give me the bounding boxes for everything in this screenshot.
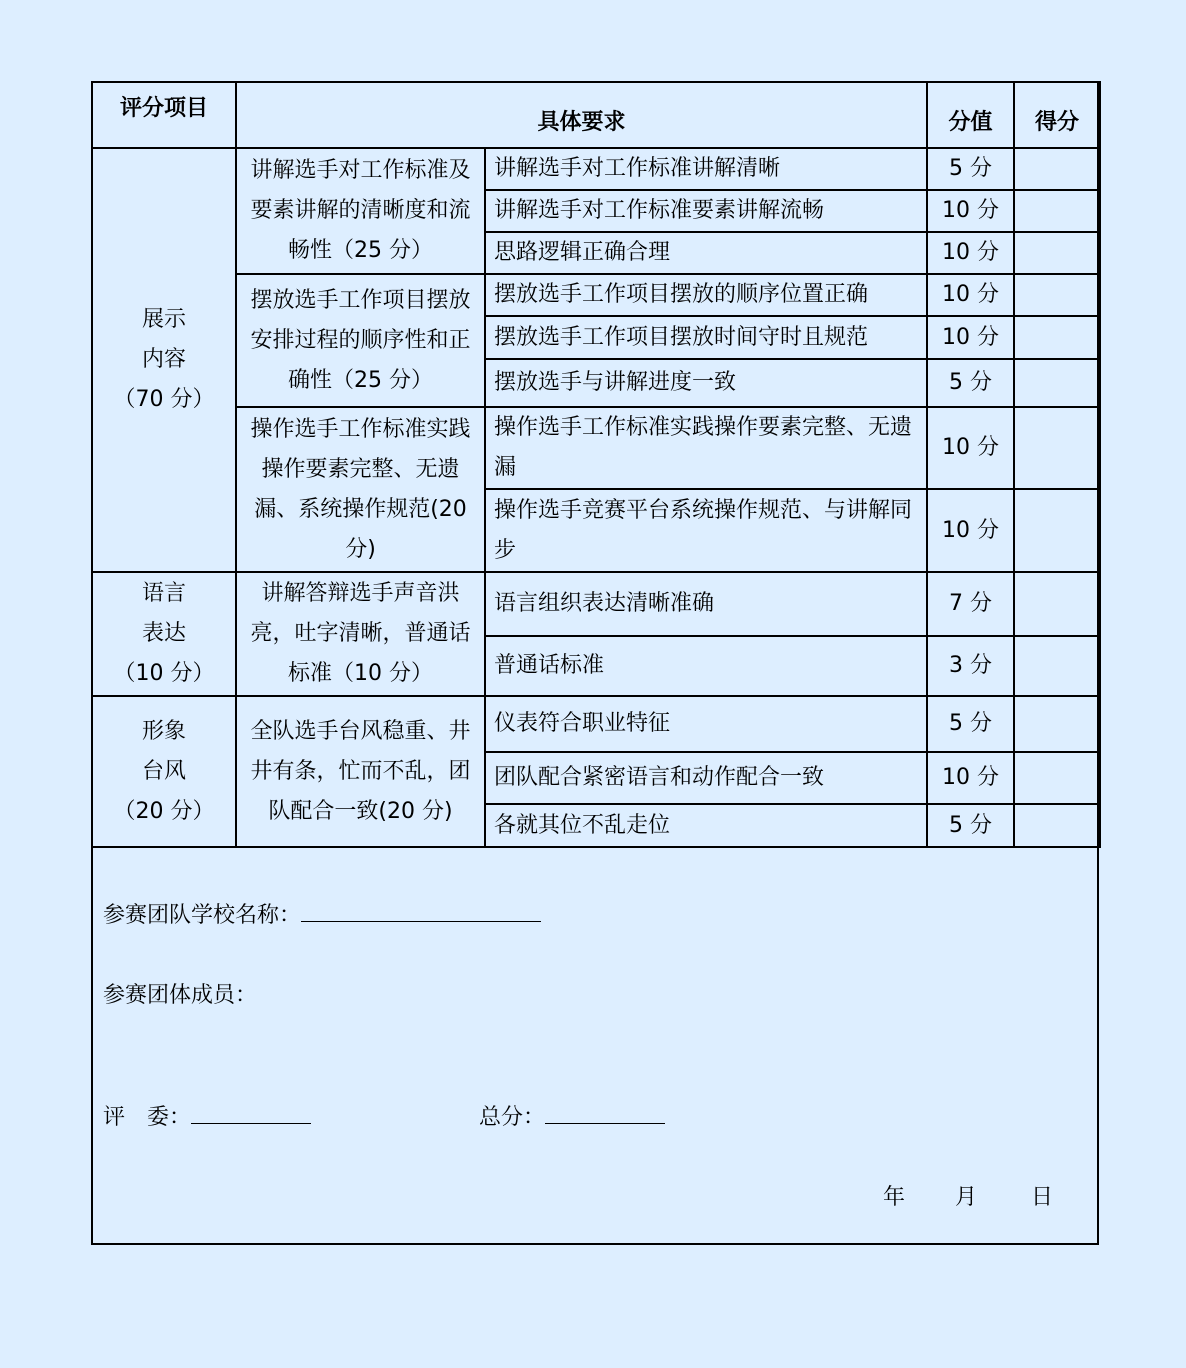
points-cell: 5 分 xyxy=(927,148,1014,190)
requirement-cell: 仪表符合职业特征 xyxy=(485,696,927,752)
requirement-cell: 语言组织表达清晰准确 xyxy=(485,572,927,636)
points-cell: 5 分 xyxy=(927,696,1014,752)
header-points: 分值 xyxy=(927,82,1014,148)
points-cell: 5 分 xyxy=(927,804,1014,847)
header-score: 得分 xyxy=(1014,82,1100,148)
scoring-sheet xyxy=(91,81,1099,1245)
requirement-cell: 摆放选手工作项目摆放的顺序位置正确 xyxy=(485,274,927,316)
points-cell: 10 分 xyxy=(927,489,1014,572)
date-day: 日 xyxy=(1031,1185,1054,1210)
points-cell: 7 分 xyxy=(927,572,1014,636)
points-cell: 3 分 xyxy=(927,636,1014,696)
score-cell[interactable] xyxy=(1014,407,1100,489)
score-cell[interactable] xyxy=(1014,148,1100,190)
school-name-field[interactable] xyxy=(301,901,541,922)
points-cell: 5 分 xyxy=(927,359,1014,407)
total-label: 总分： xyxy=(479,1105,546,1130)
table-row xyxy=(92,696,1100,752)
requirement-cell: 操作选手工作标准实践操作要素完整、无遗漏 xyxy=(485,407,927,489)
requirement-cell: 讲解选手对工作标准要素讲解流畅 xyxy=(485,190,927,232)
score-cell[interactable] xyxy=(1014,190,1100,232)
table-row xyxy=(92,572,1100,636)
score-cell[interactable] xyxy=(1014,232,1100,274)
score-cell[interactable] xyxy=(1014,489,1100,572)
score-cell[interactable] xyxy=(1014,696,1100,752)
header-requirement: 具体要求 xyxy=(236,82,927,148)
requirement-cell: 摆放选手工作项目摆放时间守时且规范 xyxy=(485,316,927,359)
total-field[interactable] xyxy=(545,1103,665,1124)
total-line xyxy=(479,1100,665,1131)
sub-item: 讲解选手对工作标准及要素讲解的清晰度和流畅性（25 分） xyxy=(236,148,485,274)
requirement-cell: 操作选手竞赛平台系统操作规范、与讲解同步 xyxy=(485,489,927,572)
points-cell: 10 分 xyxy=(927,407,1014,489)
members-label: 参赛团体成员： xyxy=(103,983,258,1008)
requirement-cell: 各就其位不乱走位 xyxy=(485,804,927,847)
score-cell[interactable] xyxy=(1014,752,1100,804)
school-name-line xyxy=(103,898,541,929)
sub-item: 操作选手工作标准实践操作要素完整、无遗漏、系统操作规范(20 分) xyxy=(236,407,485,572)
judge-field[interactable] xyxy=(191,1103,311,1124)
score-cell[interactable] xyxy=(1014,572,1100,636)
category-image-style: 形象 台风 （20 分） xyxy=(92,696,236,847)
requirement-cell: 讲解选手对工作标准讲解清晰 xyxy=(485,148,927,190)
requirement-cell: 普通话标准 xyxy=(485,636,927,696)
score-cell[interactable] xyxy=(1014,636,1100,696)
sub-item: 摆放选手工作项目摆放安排过程的顺序性和正确性（25 分） xyxy=(236,274,485,407)
table-row xyxy=(92,407,1100,489)
points-cell: 10 分 xyxy=(927,316,1014,359)
points-cell: 10 分 xyxy=(927,190,1014,232)
table-row xyxy=(92,274,1100,316)
school-name-label: 参赛团队学校名称： xyxy=(103,903,302,928)
sub-item: 全队选手台风稳重、井井有条，忙而不乱，团队配合一致(20 分) xyxy=(236,696,485,847)
date-month: 月 xyxy=(955,1185,978,1210)
points-cell: 10 分 xyxy=(927,752,1014,804)
points-cell: 10 分 xyxy=(927,274,1014,316)
requirement-cell: 团队配合紧密语言和动作配合一致 xyxy=(485,752,927,804)
category-display-content: 展示 内容 （70 分） xyxy=(92,148,236,572)
requirement-cell: 思路逻辑正确合理 xyxy=(485,232,927,274)
scoring-table xyxy=(91,81,1101,848)
judge-label: 评 委： xyxy=(103,1105,192,1130)
score-cell[interactable] xyxy=(1014,316,1100,359)
category-language: 语言 表达 （10 分） xyxy=(92,572,236,696)
score-cell[interactable] xyxy=(1014,359,1100,407)
judge-line xyxy=(103,1100,311,1131)
requirement-cell: 摆放选手与讲解进度一致 xyxy=(485,359,927,407)
sub-item: 讲解答辩选手声音洪亮，吐字清晰，普通话标准（10 分） xyxy=(236,572,485,696)
table-header-row xyxy=(92,82,1100,148)
points-cell: 10 分 xyxy=(927,232,1014,274)
score-cell[interactable] xyxy=(1014,274,1100,316)
header-item: 评分项目 xyxy=(92,82,236,148)
table-row xyxy=(92,148,1100,190)
score-cell[interactable] xyxy=(1014,804,1100,847)
date-year: 年 xyxy=(883,1185,906,1210)
members-line xyxy=(103,978,257,1009)
